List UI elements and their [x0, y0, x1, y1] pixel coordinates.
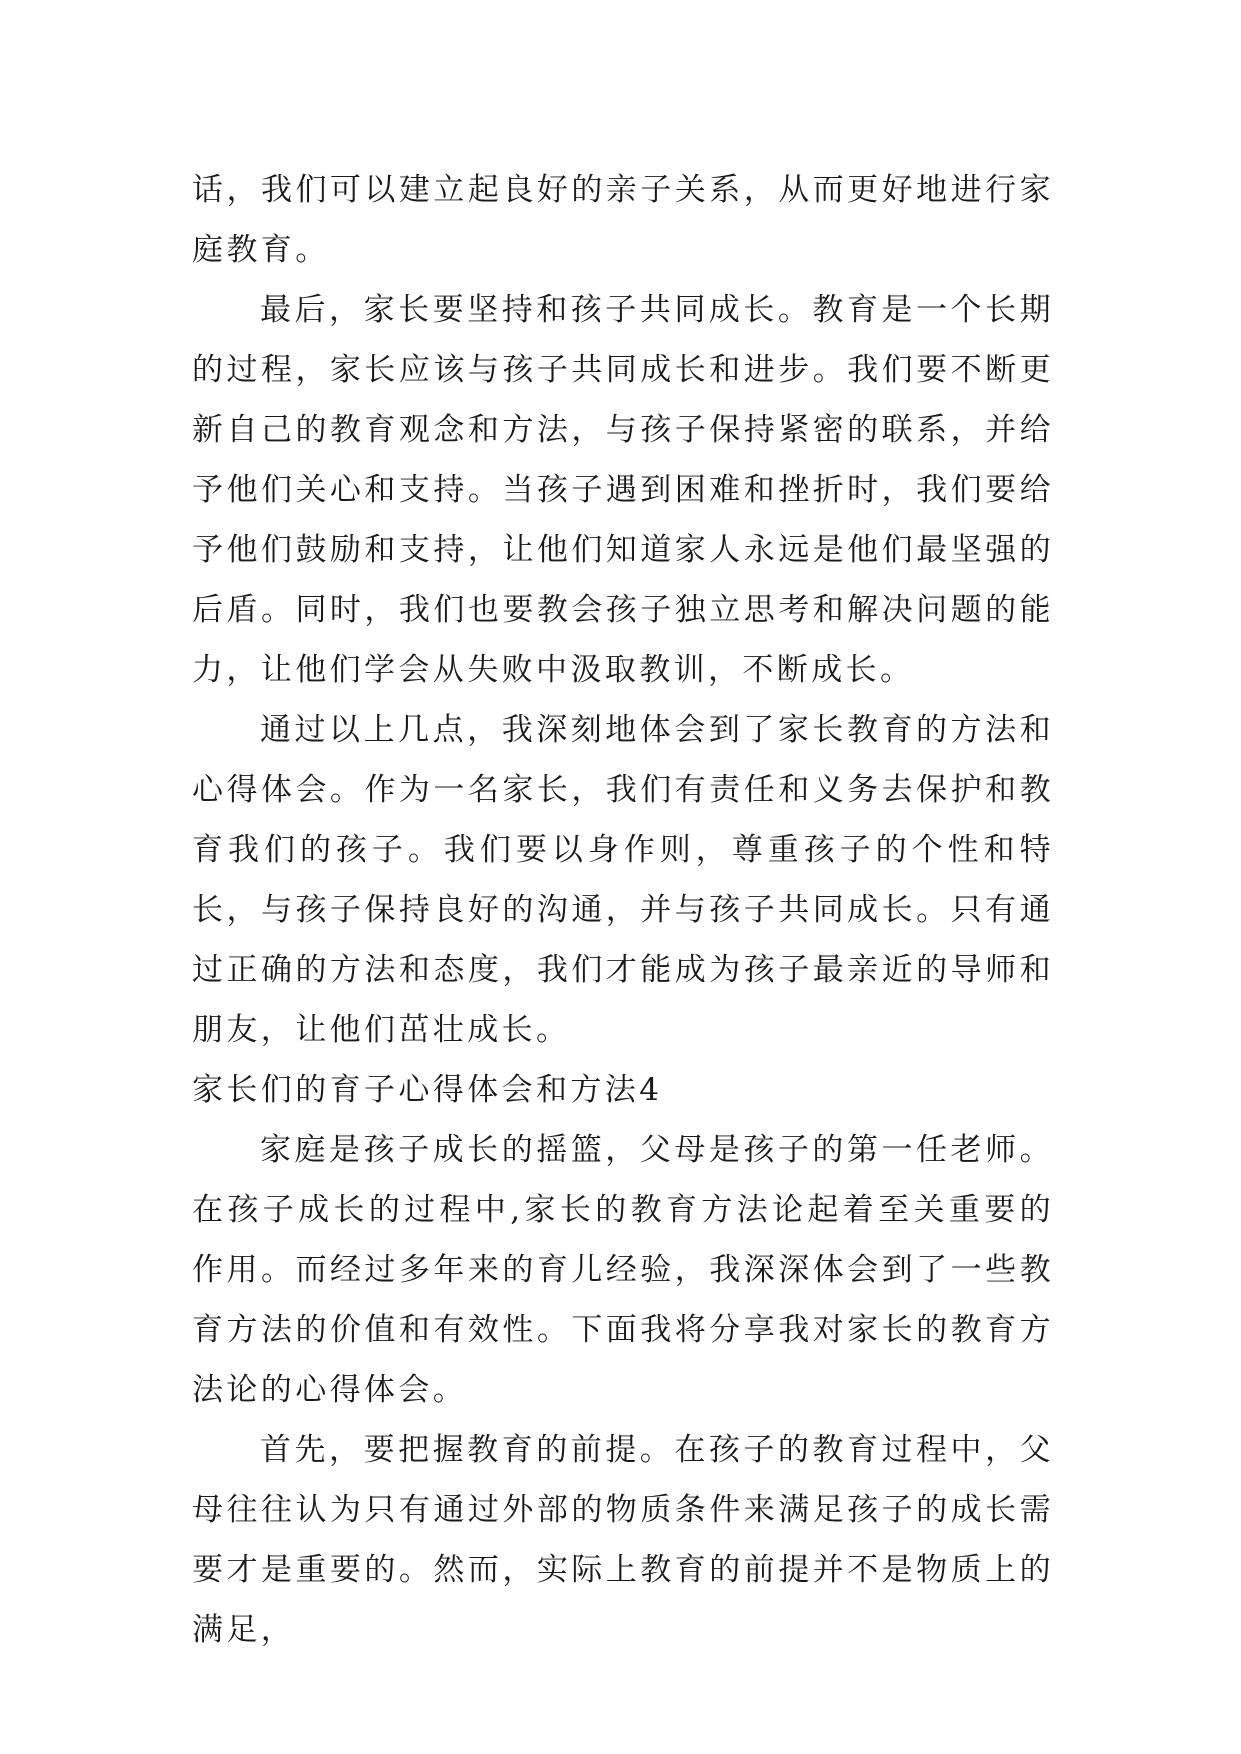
document-body	[192, 160, 1054, 1660]
section-title: 家长们的育子心得体会和方法4	[192, 1072, 663, 1108]
paragraph-3: 通过以上几点，我深刻地体会到了家长教育的方法和心得体会。作为一名家长，我们有责任和义务去保护和教育我们的孩子。我们要以身作则，尊重孩子的个性和特长，与孩子保持良好的沟通，并与孩子共同成长。只有通过正确的方法和态度，我们才能成为孩子最亲近的导师和朋友，让他们茁壮成长。	[192, 712, 1054, 1048]
paragraph-4: 家庭是孩子成长的摇篮，父母是孩子的第一任老师。在孩子成长的过程中,家长的教育方法论起着至关重要的作用。而经过多年来的育儿经验，我深深体会到了一些教育方法的价值和有效性。下面我将分享我对家长的教育方法论的心得体会。	[192, 1132, 1054, 1408]
paragraph-1: 话，我们可以建立起良好的亲子关系，从而更好地进行家庭教育。	[192, 172, 1054, 268]
paragraph-5: 首先，要把握教育的前提。在孩子的教育过程中，父母往往认为只有通过外部的物质条件来满足孩子的成长需要才是重要的。然而，实际上教育的前提并不是物质上的满足，	[192, 1432, 1054, 1648]
paragraph-2: 最后，家长要坚持和孩子共同成长。教育是一个长期的过程，家长应该与孩子共同成长和进步。我们要不断更新自己的教育观念和方法，与孩子保持紧密的联系，并给予他们关心和支持。当孩子遇到困难和挫折时，我们要给予他们鼓励和支持，让他们知道家人永远是他们最坚强的后盾。同时，我们也要教会孩子独立思考和解决问题的能力，让他们学会从失败中汲取教训，不断成长。	[192, 292, 1054, 688]
